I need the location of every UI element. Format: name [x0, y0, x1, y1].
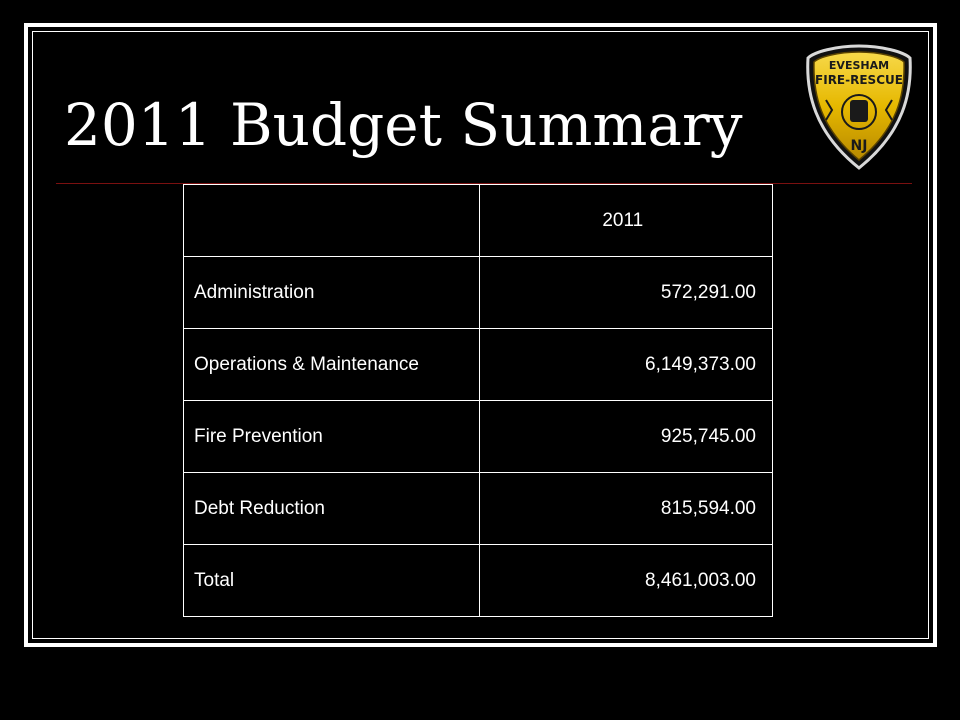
table-header-row [184, 185, 773, 257]
table-row [184, 473, 773, 545]
table-row [184, 257, 773, 329]
slide-title: 2011 Budget Summary [64, 91, 743, 159]
budget-table [183, 184, 773, 617]
fire-rescue-badge-icon [804, 42, 914, 172]
row-label: Fire Prevention [184, 401, 480, 473]
row-value: 572,291.00 [479, 257, 773, 329]
table-row-total [184, 545, 773, 617]
header-year-cell: 2011 [479, 185, 773, 257]
row-value: 8,461,003.00 [479, 545, 773, 617]
logo-line3: NJ [850, 138, 868, 154]
row-label: Administration [184, 257, 480, 329]
row-value: 815,594.00 [479, 473, 773, 545]
row-value: 6,149,373.00 [479, 329, 773, 401]
row-label: Debt Reduction [184, 473, 480, 545]
logo-line2: FIRE-RESCUE [815, 73, 903, 87]
table-row [184, 401, 773, 473]
row-value: 925,745.00 [479, 401, 773, 473]
row-label: Operations & Maintenance [184, 329, 480, 401]
logo-line1: EVESHAM [828, 59, 890, 72]
header-label-cell [184, 185, 480, 257]
table-row [184, 329, 773, 401]
row-label: Total [184, 545, 480, 617]
